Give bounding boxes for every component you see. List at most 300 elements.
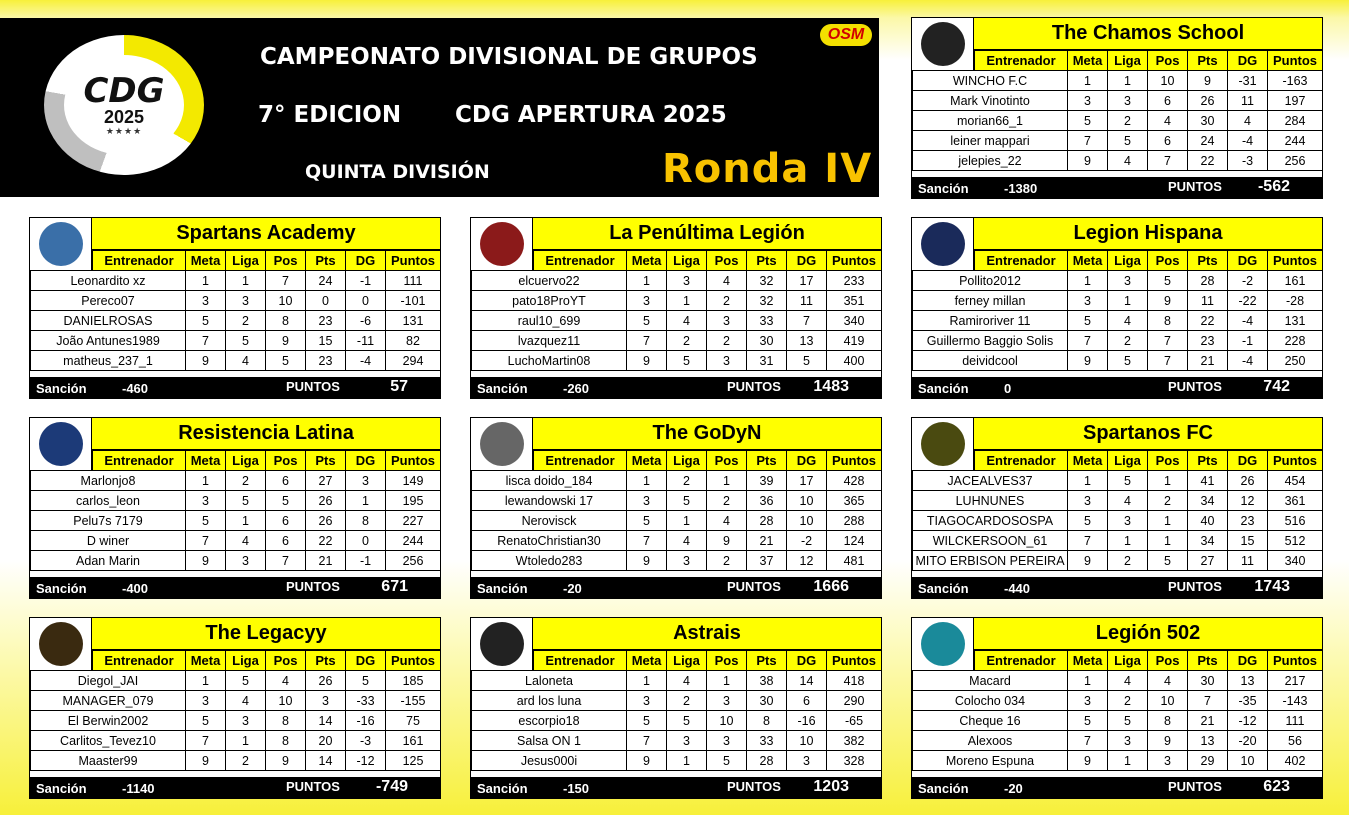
col-header-dg: DG	[346, 451, 386, 471]
team-table	[30, 450, 441, 571]
table-row	[31, 331, 441, 351]
cell-pts: 26	[1188, 91, 1228, 111]
team-name: Resistencia Latina	[92, 418, 440, 450]
cell-entrenador: elcuervo22	[472, 271, 627, 291]
cell-liga: 5	[1108, 471, 1148, 491]
cell-entrenador: morian66_1	[913, 111, 1068, 131]
table-row	[31, 311, 441, 331]
cell-meta: 1	[627, 271, 667, 291]
cell-dg: -3	[1228, 151, 1268, 171]
cell-pos: 4	[266, 671, 306, 691]
col-header-pos: Pos	[266, 251, 306, 271]
team-card	[470, 617, 882, 799]
team-name: La Penúltima Legión	[533, 218, 881, 250]
col-header-puntos: Puntos	[827, 451, 882, 471]
cell-pos: 8	[266, 711, 306, 731]
table-row	[472, 351, 882, 371]
cell-pos: 2	[1148, 491, 1188, 511]
col-header-dg: DG	[1228, 451, 1268, 471]
cell-puntos: 56	[1268, 731, 1323, 751]
cell-liga: 2	[226, 751, 266, 771]
cell-entrenador: Jesus000i	[472, 751, 627, 771]
cell-puntos: 82	[386, 331, 441, 351]
cell-liga: 4	[667, 531, 707, 551]
cell-liga: 3	[1108, 271, 1148, 291]
cell-puntos: 227	[386, 511, 441, 531]
cell-meta: 3	[186, 291, 226, 311]
cell-meta: 7	[186, 331, 226, 351]
cell-pts: 7	[1188, 691, 1228, 711]
col-header-dg: DG	[346, 251, 386, 271]
cell-puntos: 233	[827, 271, 882, 291]
cell-meta: 9	[627, 551, 667, 571]
team-table	[471, 650, 882, 771]
cell-pts: 14	[306, 751, 346, 771]
table-header-row	[472, 251, 882, 271]
cell-pts: 28	[1188, 271, 1228, 291]
table-row	[913, 331, 1323, 351]
col-header-liga: Liga	[1108, 251, 1148, 271]
team-card	[911, 17, 1323, 199]
cell-pts: 29	[1188, 751, 1228, 771]
cell-pts: 30	[747, 691, 787, 711]
col-header-meta: Meta	[186, 251, 226, 271]
cell-meta: 5	[1068, 511, 1108, 531]
cell-puntos: 75	[386, 711, 441, 731]
cell-pts: 37	[747, 551, 787, 571]
cell-pos: 1	[1148, 471, 1188, 491]
cell-entrenador: escorpio18	[472, 711, 627, 731]
cell-entrenador: Adan Marin	[31, 551, 186, 571]
team-table	[471, 250, 882, 371]
cell-entrenador: jelepies_22	[913, 151, 1068, 171]
cell-pts: 14	[306, 711, 346, 731]
table-header-row	[472, 451, 882, 471]
cell-entrenador: TIAGOCARDOSOSPA	[913, 511, 1068, 531]
cell-puntos: 250	[1268, 351, 1323, 371]
cell-pts: 26	[306, 671, 346, 691]
cell-entrenador: DANIELROSAS	[31, 311, 186, 331]
table-header-row	[472, 651, 882, 671]
cell-liga: 1	[667, 511, 707, 531]
cell-liga: 2	[1108, 111, 1148, 131]
cell-puntos: -101	[386, 291, 441, 311]
cell-pos: 3	[707, 311, 747, 331]
cell-liga: 1	[667, 291, 707, 311]
cell-liga: 2	[226, 311, 266, 331]
cell-pts: 8	[747, 711, 787, 731]
cell-puntos: 340	[1268, 551, 1323, 571]
cell-pts: 30	[1188, 111, 1228, 131]
cell-pts: 28	[747, 511, 787, 531]
cell-meta: 3	[627, 691, 667, 711]
cell-entrenador: RenatoChristian30	[472, 531, 627, 551]
col-header-entrenador: Entrenador	[975, 651, 1068, 671]
cell-dg: -33	[346, 691, 386, 711]
cell-dg: 0	[346, 291, 386, 311]
cdg-logo-inner	[64, 55, 184, 155]
cell-meta: 7	[627, 731, 667, 751]
cell-entrenador: Moreno Espuna	[913, 751, 1068, 771]
cell-meta: 5	[186, 311, 226, 331]
sancion-value: -460	[122, 381, 149, 396]
cell-liga: 1	[1108, 291, 1148, 311]
sancion-value: 0	[1004, 381, 1012, 396]
cell-puntos: 481	[827, 551, 882, 571]
table-header-row	[31, 451, 441, 471]
table-row	[913, 711, 1323, 731]
cell-entrenador: Marlonjo8	[31, 471, 186, 491]
cell-meta: 1	[627, 671, 667, 691]
cell-dg: -1	[1228, 331, 1268, 351]
col-header-pos: Pos	[1148, 651, 1188, 671]
cell-pts: 34	[1188, 531, 1228, 551]
cell-pts: 22	[1188, 151, 1228, 171]
col-header-entrenador: Entrenador	[534, 451, 627, 471]
cell-puntos: 428	[827, 471, 882, 491]
cell-meta: 1	[627, 471, 667, 491]
cell-puntos: 244	[386, 531, 441, 551]
cell-dg: -12	[346, 751, 386, 771]
col-header-dg: DG	[787, 651, 827, 671]
col-header-meta: Meta	[627, 251, 667, 271]
col-header-entrenador: Entrenador	[93, 651, 186, 671]
cell-pts: 0	[306, 291, 346, 311]
header-spacer	[31, 451, 93, 471]
cell-liga: 3	[1108, 731, 1148, 751]
cell-pts: 23	[1188, 331, 1228, 351]
table-row	[913, 731, 1323, 751]
col-header-puntos: Puntos	[386, 251, 441, 271]
col-header-puntos: Puntos	[827, 651, 882, 671]
cell-entrenador: Colocho 034	[913, 691, 1068, 711]
puntos-value: 742	[1263, 378, 1290, 395]
cell-puntos: 294	[386, 351, 441, 371]
col-header-meta: Meta	[627, 651, 667, 671]
cell-liga: 5	[667, 711, 707, 731]
cell-dg: 23	[1228, 511, 1268, 531]
cell-meta: 1	[1068, 271, 1108, 291]
cell-pts: 22	[306, 531, 346, 551]
cell-meta: 3	[1068, 291, 1108, 311]
header-spacer	[472, 451, 534, 471]
team-card	[911, 417, 1323, 599]
header-spacer	[913, 51, 975, 71]
sancion-label: Sanción	[477, 781, 528, 796]
cell-liga: 4	[667, 671, 707, 691]
col-header-dg: DG	[787, 251, 827, 271]
cell-meta: 9	[186, 751, 226, 771]
cell-entrenador: Alexoos	[913, 731, 1068, 751]
cell-puntos: 131	[1268, 311, 1323, 331]
table-row	[913, 531, 1323, 551]
cell-dg: 6	[787, 691, 827, 711]
cell-entrenador: Laloneta	[472, 671, 627, 691]
cell-meta: 7	[1068, 131, 1108, 151]
col-header-pts: Pts	[747, 451, 787, 471]
table-row	[472, 511, 882, 531]
col-header-meta: Meta	[1068, 651, 1108, 671]
table-row	[31, 531, 441, 551]
cell-pts: 21	[306, 551, 346, 571]
cell-pos: 7	[1148, 351, 1188, 371]
puntos-value: 1666	[813, 578, 849, 595]
cell-puntos: 185	[386, 671, 441, 691]
table-row	[472, 331, 882, 351]
col-header-pts: Pts	[1188, 51, 1228, 71]
col-header-pos: Pos	[266, 651, 306, 671]
cell-liga: 4	[667, 311, 707, 331]
cell-pos: 7	[1148, 331, 1188, 351]
cell-liga: 2	[667, 331, 707, 351]
cell-liga: 3	[226, 291, 266, 311]
cell-dg: 13	[1228, 671, 1268, 691]
cell-entrenador: Diegol_JAI	[31, 671, 186, 691]
cell-meta: 5	[627, 311, 667, 331]
cell-dg: -12	[1228, 711, 1268, 731]
cell-liga: 3	[667, 731, 707, 751]
cell-dg: 11	[1228, 91, 1268, 111]
team-footer	[912, 377, 1322, 398]
puntos-value: 623	[1263, 778, 1290, 795]
cell-liga: 1	[226, 731, 266, 751]
cell-pos: 1	[1148, 511, 1188, 531]
cell-dg: -1	[346, 551, 386, 571]
team-footer	[912, 177, 1322, 198]
cell-dg: 1	[346, 491, 386, 511]
puntos-label: PUNTOS	[1168, 379, 1222, 394]
cell-pts: 27	[1188, 551, 1228, 571]
cell-pos: 5	[1148, 271, 1188, 291]
cell-meta: 9	[627, 351, 667, 371]
cell-pos: 3	[1148, 751, 1188, 771]
cell-pos: 1	[1148, 531, 1188, 551]
cell-puntos: 402	[1268, 751, 1323, 771]
cell-puntos: 328	[827, 751, 882, 771]
table-row	[472, 291, 882, 311]
cell-dg: 8	[346, 511, 386, 531]
header-spacer	[31, 651, 93, 671]
puntos-value: 1203	[813, 778, 849, 795]
col-header-pts: Pts	[306, 451, 346, 471]
cell-pts: 21	[1188, 711, 1228, 731]
col-header-pts: Pts	[1188, 651, 1228, 671]
cell-puntos: 124	[827, 531, 882, 551]
cell-meta: 1	[1068, 671, 1108, 691]
table-row	[31, 751, 441, 771]
cell-puntos: 284	[1268, 111, 1323, 131]
cell-pos: 4	[1148, 111, 1188, 131]
cell-entrenador: Pollito2012	[913, 271, 1068, 291]
header-spacer	[472, 651, 534, 671]
cell-dg: -2	[1228, 271, 1268, 291]
cell-pos: 7	[1148, 151, 1188, 171]
cell-puntos: 244	[1268, 131, 1323, 151]
team-footer	[30, 577, 440, 598]
cell-pts: 9	[1188, 71, 1228, 91]
cell-meta: 9	[1068, 351, 1108, 371]
table-row	[913, 751, 1323, 771]
sancion-value: -1140	[122, 781, 155, 796]
cell-puntos: 290	[827, 691, 882, 711]
col-header-liga: Liga	[226, 451, 266, 471]
cell-dg: 0	[346, 531, 386, 551]
col-header-meta: Meta	[186, 451, 226, 471]
cell-pts: 24	[1188, 131, 1228, 151]
col-header-liga: Liga	[226, 651, 266, 671]
col-header-pos: Pos	[707, 451, 747, 471]
cell-meta: 1	[186, 671, 226, 691]
table-row	[31, 291, 441, 311]
puntos-label: PUNTOS	[727, 579, 781, 594]
cell-meta: 7	[1068, 731, 1108, 751]
team-card	[29, 417, 441, 599]
cell-pos: 2	[707, 291, 747, 311]
cell-dg: -16	[346, 711, 386, 731]
team-name: The Legacyy	[92, 618, 440, 650]
cell-meta: 1	[1068, 71, 1108, 91]
cell-liga: 4	[226, 691, 266, 711]
cell-dg: 10	[1228, 751, 1268, 771]
cell-pts: 21	[747, 531, 787, 551]
cell-entrenador: João Antunes1989	[31, 331, 186, 351]
cell-dg: -1	[346, 271, 386, 291]
table-row	[472, 731, 882, 751]
table-row	[913, 271, 1323, 291]
sancion-label: Sanción	[477, 381, 528, 396]
cell-puntos: 195	[386, 491, 441, 511]
cell-meta: 3	[627, 491, 667, 511]
table-header-row	[31, 251, 441, 271]
cell-pts: 33	[747, 731, 787, 751]
cell-dg: -4	[1228, 311, 1268, 331]
team-table	[912, 50, 1323, 171]
cell-dg: 17	[787, 471, 827, 491]
cell-entrenador: lvazquez11	[472, 331, 627, 351]
header-spacer	[913, 451, 975, 471]
team-footer	[30, 777, 440, 798]
cell-liga: 5	[226, 671, 266, 691]
cell-dg: 7	[787, 311, 827, 331]
team-footer	[912, 777, 1322, 798]
cell-puntos: 365	[827, 491, 882, 511]
cell-pts: 31	[747, 351, 787, 371]
cell-pos: 6	[1148, 131, 1188, 151]
cdg-logo-year: 2025	[103, 106, 145, 127]
cell-liga: 2	[667, 691, 707, 711]
cell-entrenador: deividcool	[913, 351, 1068, 371]
cell-meta: 7	[186, 531, 226, 551]
cell-entrenador: Salsa ON 1	[472, 731, 627, 751]
cell-pos: 2	[707, 491, 747, 511]
table-row	[472, 551, 882, 571]
cell-puntos: 197	[1268, 91, 1323, 111]
col-header-liga: Liga	[667, 651, 707, 671]
cell-puntos: 419	[827, 331, 882, 351]
cell-dg: 26	[1228, 471, 1268, 491]
cell-puntos: 217	[1268, 671, 1323, 691]
cell-puntos: 111	[1268, 711, 1323, 731]
cell-puntos: 351	[827, 291, 882, 311]
cell-dg: 5	[346, 671, 386, 691]
cell-puntos: 256	[1268, 151, 1323, 171]
cell-pos: 6	[1148, 91, 1188, 111]
cell-pts: 39	[747, 471, 787, 491]
cell-liga: 5	[667, 491, 707, 511]
table-row	[913, 71, 1323, 91]
team-card	[470, 417, 882, 599]
cell-puntos: -163	[1268, 71, 1323, 91]
col-header-liga: Liga	[1108, 51, 1148, 71]
cell-pts: 22	[1188, 311, 1228, 331]
col-header-entrenador: Entrenador	[534, 251, 627, 271]
cell-puntos: 340	[827, 311, 882, 331]
sancion-value: -150	[563, 781, 590, 796]
puntos-value: 1483	[813, 378, 849, 395]
cell-pts: 32	[747, 271, 787, 291]
sancion-value: -20	[1004, 781, 1023, 796]
cell-dg: 10	[787, 491, 827, 511]
col-header-pos: Pos	[707, 651, 747, 671]
col-header-liga: Liga	[667, 451, 707, 471]
cell-dg: 12	[787, 551, 827, 571]
cell-entrenador: Leonardito xz	[31, 271, 186, 291]
edition-label: 7° EDICION	[258, 102, 402, 128]
col-header-liga: Liga	[226, 251, 266, 271]
cell-pos: 7	[266, 551, 306, 571]
cell-pos: 4	[1148, 671, 1188, 691]
cell-pts: 38	[747, 671, 787, 691]
puntos-value: 57	[390, 378, 408, 395]
puntos-value: 1743	[1254, 578, 1290, 595]
table-header-row	[913, 51, 1323, 71]
table-row	[31, 491, 441, 511]
cell-entrenador: raul10_699	[472, 311, 627, 331]
cell-liga: 4	[1108, 151, 1148, 171]
cell-pos: 10	[1148, 691, 1188, 711]
cell-entrenador: WILCKERSOON_61	[913, 531, 1068, 551]
table-row	[913, 311, 1323, 331]
cell-pos: 5	[1148, 551, 1188, 571]
table-row	[913, 91, 1323, 111]
table-row	[31, 551, 441, 571]
cell-pts: 33	[747, 311, 787, 331]
cell-pts: 40	[1188, 511, 1228, 531]
col-header-puntos: Puntos	[386, 651, 441, 671]
cell-entrenador: Pereco07	[31, 291, 186, 311]
cell-dg: -3	[346, 731, 386, 751]
cell-liga: 3	[1108, 91, 1148, 111]
table-row	[31, 271, 441, 291]
team-table	[912, 450, 1323, 571]
col-header-pts: Pts	[747, 651, 787, 671]
tournament-label: CDG APERTURA 2025	[455, 102, 727, 128]
cell-liga: 1	[226, 511, 266, 531]
col-header-puntos: Puntos	[1268, 651, 1323, 671]
team-card	[29, 617, 441, 799]
cell-dg: -2	[787, 531, 827, 551]
table-row	[913, 551, 1323, 571]
cell-puntos: 516	[1268, 511, 1323, 531]
cell-pos: 4	[707, 271, 747, 291]
sancion-value: -20	[563, 581, 582, 596]
table-row	[31, 351, 441, 371]
cell-pos: 9	[1148, 291, 1188, 311]
cell-pts: 28	[747, 751, 787, 771]
cell-meta: 5	[186, 711, 226, 731]
table-header-row	[31, 651, 441, 671]
col-header-pts: Pts	[306, 651, 346, 671]
